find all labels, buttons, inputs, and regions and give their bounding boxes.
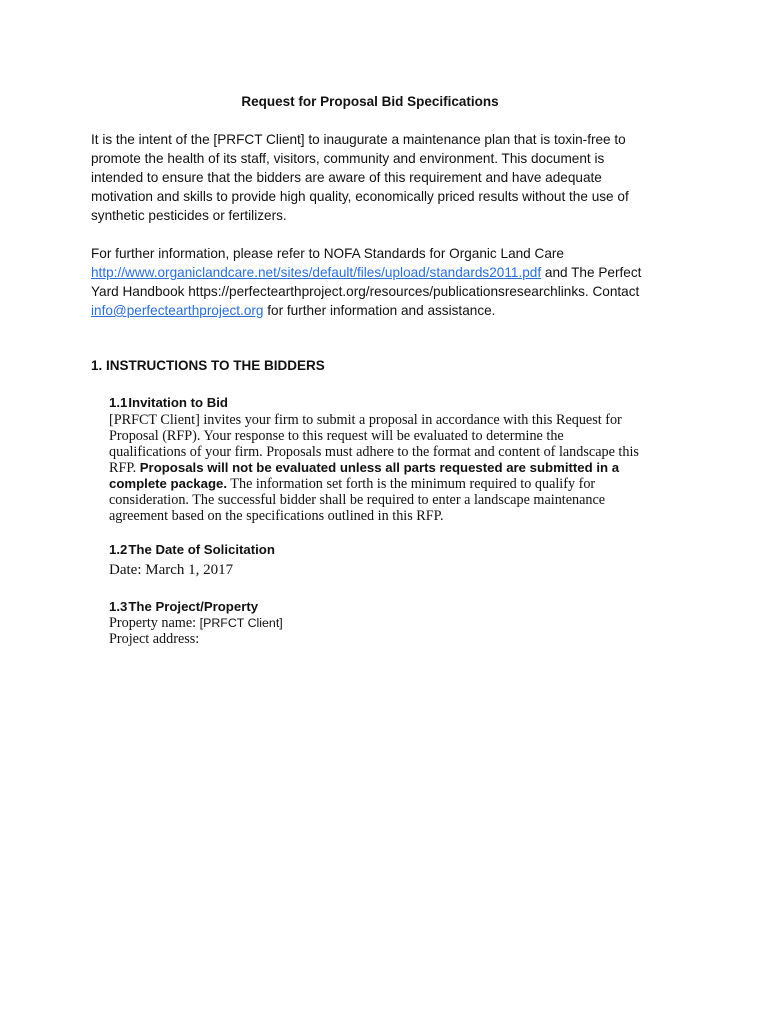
intro-line: motivation and skills to provide high quality, economically priced results without the use of	[91, 189, 629, 204]
subsection-title: Invitation to Bid	[128, 395, 228, 410]
intro-line: synthetic pesticides or fertilizers.	[91, 208, 287, 223]
section-heading-instructions: 1. INSTRUCTIONS TO THE BIDDERS	[91, 358, 325, 373]
intro-paragraph	[91, 130, 681, 225]
subsection-number: 1.1	[109, 395, 128, 410]
subsection-heading-invitation	[109, 394, 228, 411]
body-text: The information set forth is the minimum required to qualify for	[227, 476, 596, 492]
subsection-title: The Date of Solicitation	[128, 542, 275, 557]
body-line	[109, 476, 689, 492]
property-name-line	[109, 615, 689, 631]
body-text: RFP.	[109, 460, 140, 476]
bold-requirement-text: Proposals will not be evaluated unless all parts requested are submitted in a	[139, 460, 620, 475]
project-address-label: Project address:	[109, 631, 200, 647]
intro-line: It is the intent of the [PRFCT Client] to inaugurate a maintenance plan that is toxin-free to	[91, 132, 626, 147]
info-line	[91, 263, 681, 282]
body-line: [PRFCT Client] invites your firm to submit a proposal in accordance with this Request for	[109, 412, 622, 428]
subsection-number: 1.3	[109, 599, 128, 614]
document-title: Request for Proposal Bid Specifications	[241, 94, 499, 109]
body-line: consideration. The successful bidder shall be required to enter a landscape maintenance	[109, 492, 606, 508]
contact-email-link[interactable]: info@perfectearthproject.org	[91, 303, 264, 318]
property-name-value: [PRFCT Client]	[199, 616, 283, 630]
intro-line: promote the health of its staff, visitors, community and environment. This document is	[91, 151, 605, 166]
invitation-body	[109, 412, 689, 524]
subsection-heading-date	[109, 541, 275, 558]
intro-line: intended to ensure that the bidders are aware of this requirement and have adequate	[91, 170, 602, 185]
info-text: and The Perfect	[541, 265, 642, 280]
info-text: for further information and assistance.	[263, 303, 496, 318]
subsection-heading-project	[109, 598, 258, 615]
property-name-label: Property name:	[109, 615, 200, 631]
bold-requirement-text: complete package.	[109, 476, 228, 491]
nofa-standards-link[interactable]: http://www.organiclandcare.net/sites/default/files/upload/standards2011.pdf	[91, 265, 542, 280]
subsection-number: 1.2	[109, 542, 128, 557]
subsection-title: The Project/Property	[128, 599, 259, 614]
body-line	[109, 460, 689, 476]
project-details	[109, 615, 689, 647]
solicitation-date: Date: March 1, 2017	[109, 562, 234, 578]
body-line: agreement based on the specifications outlined in this RFP.	[109, 508, 444, 524]
info-line	[91, 301, 681, 320]
info-paragraph	[91, 244, 681, 320]
info-line: For further information, please refer to NOFA Standards for Organic Land Care	[91, 246, 564, 261]
body-line: Proposal (RFP). Your response to this request will be evaluated to determine the	[109, 428, 564, 444]
info-line: Yard Handbook https://perfectearthproject.org/resources/publicationsresearchlinks. Contact	[91, 284, 640, 299]
body-line: qualifications of your firm. Proposals must adhere to the format and content of landscape this	[109, 444, 639, 460]
